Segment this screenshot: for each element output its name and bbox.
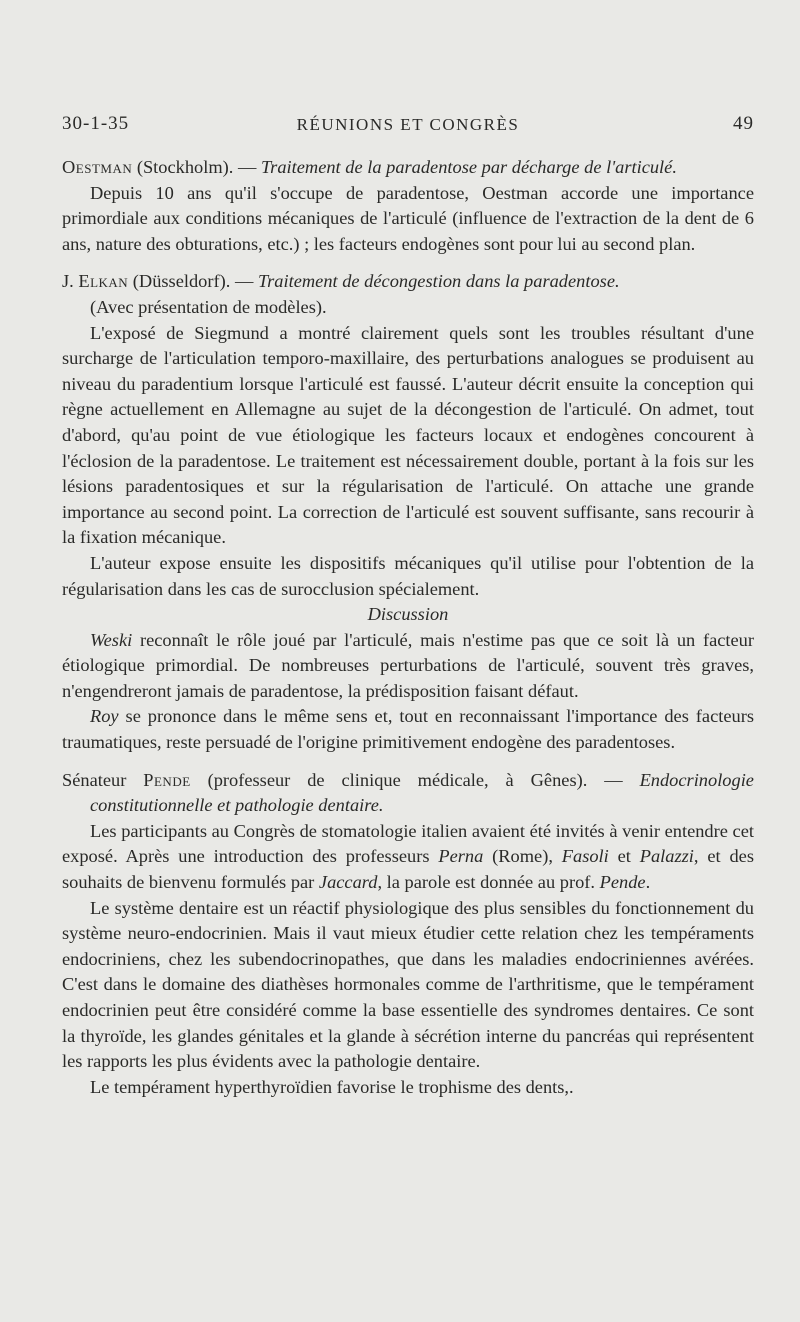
paragraph: Le système dentaire est un réactif physiologique des plus sensibles du fonctionnement du système neuro-endocrinien. Mais il vaut mieux étudier cette relation chez les tempéraments endocriniens, chez les subendocrinopathes, que dans les maladies endocriniennes avérées. C'est dans le domaine des diathèses hormonales comme de l'arthritisme, que le tempérament endocrinien peut être considéré comme la base essentielle des syndromes dentaires. Ce sont la thyroïde, les glandes génitales et la glande à sécrétion interne du pancréas qui représentent les rapports les plus évidents avec la pathologie dentaire. — [62, 897, 754, 1072]
paragraph: L'auteur expose ensuite les dispositifs mécaniques qu'il utilise pour l'obtention de la régularisation dans les cas de surocclusion spécialement. — [62, 552, 754, 599]
paragraph — [62, 704, 754, 755]
entry-elkan-heading — [62, 269, 754, 320]
person-name: Perna — [438, 846, 484, 867]
entry-oestman-heading — [62, 155, 754, 181]
author-title: Sénateur — [62, 769, 144, 790]
header-section-title: RÉUNIONS ET CONGRÈS — [296, 115, 520, 134]
author-initial: J. — [62, 271, 79, 292]
author-affiliation: (professeur de clinique médicale, à Gênes). — — [190, 769, 640, 790]
author-name: Pende — [143, 769, 191, 790]
paragraph: L'exposé de Siegmund a montré clairement quels sont les troubles résultant d'une surcharge de l'articulation temporo-maxillaire, des perturbations analogues se produisent au niveau du paradentium lorsque l'articulé est faussé. L'auteur décrit ensuite la conception qui règne actuellement en Allemagne au sujet de la décongestion de l'articulé. On admet, tout d'abord, qu'au point de vue étiologique les facteurs locaux et endogènes concourent à l'éclosion de la paradentose. Le traitement est nécessairement double, portant à la fois sur les lésions paradentosiques et sur la régularisation de l'articulé. On attache une grande importance au second point. La correction de l'articulé est souvent suffisante, sans recourir à la fixation mécanique. — [62, 322, 754, 548]
page-number: 49 — [733, 113, 754, 134]
paragraph-text: (Rome), — [483, 846, 562, 867]
article-body — [62, 155, 754, 1100]
running-header — [62, 113, 754, 143]
talk-title: Traitement de la paradentose par décharge de l'articulé. — [260, 157, 677, 177]
paragraph-text: reconnaît le rôle joué par l'articulé, mais n'estime pas que ce soit là un facteur étiologique primordial. De nombreuses perturbations de l'articulé, souvent très graves, n'engendreront jamais de paradentose, la prédisposition faisant défaut. — [62, 629, 754, 701]
entry-pende-heading — [62, 768, 754, 819]
header-date: 30-1-35 — [62, 113, 130, 134]
paragraph-text: , et des souhaits de bienvenu formulés par — [62, 846, 754, 893]
paragraph — [62, 628, 754, 705]
person-name: Fasoli — [561, 846, 609, 867]
paragraph-text: . — [645, 872, 651, 893]
person-name: Pende — [599, 872, 646, 893]
talk-note: (Avec présentation de modèles). — [90, 296, 327, 317]
paragraph: Le tempérament hyperthyroïdien favorise le trophisme des dents,. — [90, 1076, 574, 1097]
speaker-name: Roy — [90, 706, 119, 727]
author-name: Oestman — [62, 157, 133, 177]
speaker-name: Weski — [90, 629, 133, 650]
author-location: (Stockholm). — — [132, 157, 261, 177]
paragraph-text: se prononce dans le même sens et, tout en reconnaissant l'importance des facteurs traumatiques, reste persuadé de l'origine primitivement endogène des paradentoses. — [62, 706, 754, 753]
paragraph-text: Les participants au Congrès de stomatologie italien avaient été invités à venir entendre cet exposé. Après une introduction des professeurs — [62, 820, 754, 867]
paragraph-text: et — [608, 846, 640, 867]
discussion-heading: Discussion — [367, 604, 449, 625]
talk-title: Endocrinologie constitutionnelle et pathologie dentaire. — [90, 769, 754, 816]
author-name: Elkan — [78, 271, 129, 292]
author-location: (Düsseldorf). — — [128, 271, 258, 292]
talk-title: Traitement de décongestion dans la paradentose. — [257, 271, 620, 292]
person-name: Jaccard — [318, 872, 378, 893]
person-name: Palazzi — [639, 846, 694, 867]
paragraph: Depuis 10 ans qu'il s'occupe de paradentose, Oestman accorde une importance primordiale aux conditions mécaniques de l'articulé (influence de l'extraction de la dent de 6 ans, nature des obturations, etc.) ; les facteurs endogènes sont pour lui au second plan. — [62, 182, 754, 254]
paragraph — [62, 819, 754, 896]
paragraph-text: , la parole est donnée au prof. — [377, 872, 600, 893]
